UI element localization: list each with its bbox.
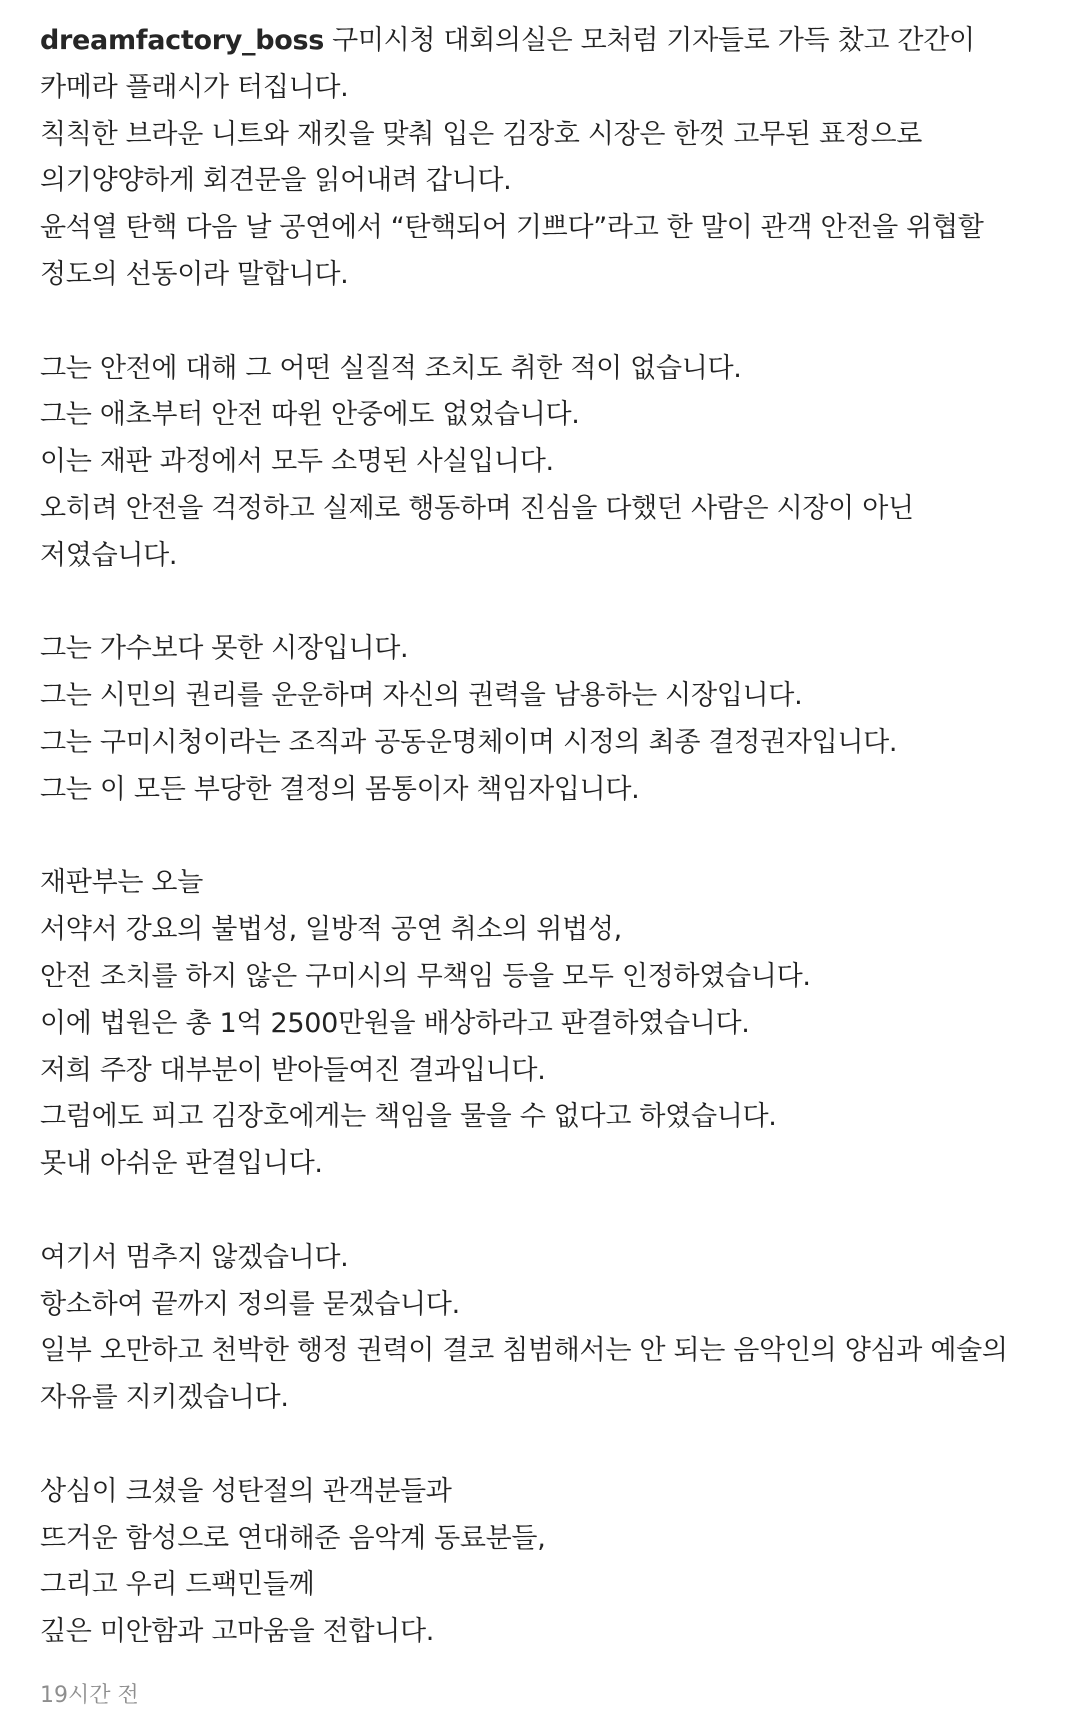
caption-line: 그는 이 모든 부당한 결정의 몸통이자 책임자입니다. — [40, 773, 640, 805]
caption-line: 의기양양하게 회견문을 읽어내려 갑니다. — [40, 165, 512, 197]
caption-line: 정도의 선동이라 말합니다. — [40, 258, 349, 290]
caption-line: 깊은 미안함과 고마움을 전합니다. — [40, 1616, 435, 1648]
caption-line: 그는 애초부터 안전 따윈 안중에도 없었습니다. — [40, 399, 580, 431]
caption-line: 재판부는 오늘 — [40, 867, 203, 899]
caption-line: 그는 구미시청이라는 조직과 공동운명체이며 시정의 최종 결정권자입니다. — [40, 726, 898, 758]
caption-line: 못내 아쉬운 판결입니다. — [40, 1148, 323, 1180]
caption-line: 오히려 안전을 걱정하고 실제로 행동하며 진심을 다했던 사람은 시장이 아닌 — [40, 492, 914, 524]
caption-line: 자유를 지키겠습니다. — [40, 1382, 289, 1414]
caption-line: 이는 재판 과정에서 모두 소명된 사실입니다. — [40, 446, 554, 478]
paragraph-gap — [40, 580, 1050, 627]
paragraph-gap — [40, 1422, 1050, 1469]
caption-line: 저희 주장 대부분이 받아들여진 결과입니다. — [40, 1054, 546, 1086]
caption-line: 윤석열 탄핵 다음 날 공연에서 “탄핵되어 기쁘다”라고 한 말이 관객 안전을 위협할 — [40, 212, 984, 244]
post-caption — [40, 18, 1050, 1656]
caption-line: 그리고 우리 드팩민들께 — [40, 1569, 315, 1601]
caption-line: 상심이 크셨을 성탄절의 관객분들과 — [40, 1475, 452, 1507]
caption-text: 구미시청 대회의실은 모처럼 기자들로 가득 찼고 간간이 — [332, 25, 975, 56]
caption-line: 서약서 강요의 불법성, 일방적 공연 취소의 위법성, — [40, 914, 622, 946]
paragraph-gap — [40, 1188, 1050, 1235]
caption-line: 그는 안전에 대해 그 어떤 실질적 조치도 취한 적이 없습니다. — [40, 352, 742, 384]
username-link[interactable]: dreamfactory_boss — [40, 25, 325, 56]
post-timestamp[interactable]: 19시간 전 — [40, 1683, 139, 1708]
caption-line: 그는 시민의 권리를 운운하며 자신의 권력을 남용하는 시장입니다. — [40, 680, 803, 712]
caption-line: 안전 조치를 하지 않은 구미시의 무책임 등을 모두 인정하였습니다. — [40, 960, 811, 992]
paragraph-gap — [40, 814, 1050, 861]
paragraph-gap — [40, 299, 1050, 346]
caption-line: 저였습니다. — [40, 539, 178, 571]
caption-line: 여기서 멈추지 않겠습니다. — [40, 1241, 349, 1273]
caption-line: 이에 법원은 총 1억 2500만원을 배상하라고 판결하였습니다. — [40, 1007, 750, 1039]
caption-line: 그럼에도 피고 김장호에게는 책임을 물을 수 없다고 하였습니다. — [40, 1101, 777, 1133]
caption-line: 항소하여 끝까지 정의를 묻겠습니다. — [40, 1288, 460, 1320]
caption-line: 칙칙한 브라운 니트와 재킷을 맞춰 입은 김장호 시장은 한껏 고무된 표정으로 — [40, 118, 923, 150]
caption-line — [40, 18, 1050, 65]
caption-line: 카메라 플래시가 터집니다. — [40, 71, 349, 103]
caption-line: 뜨거운 함성으로 연대해준 음악계 동료분들, — [40, 1522, 546, 1554]
caption-line: 일부 오만하고 천박한 행정 권력이 결코 침범해서는 안 되는 음악인의 양심과 예술의 — [40, 1335, 1008, 1367]
caption-line: 그는 가수보다 못한 시장입니다. — [40, 633, 409, 665]
